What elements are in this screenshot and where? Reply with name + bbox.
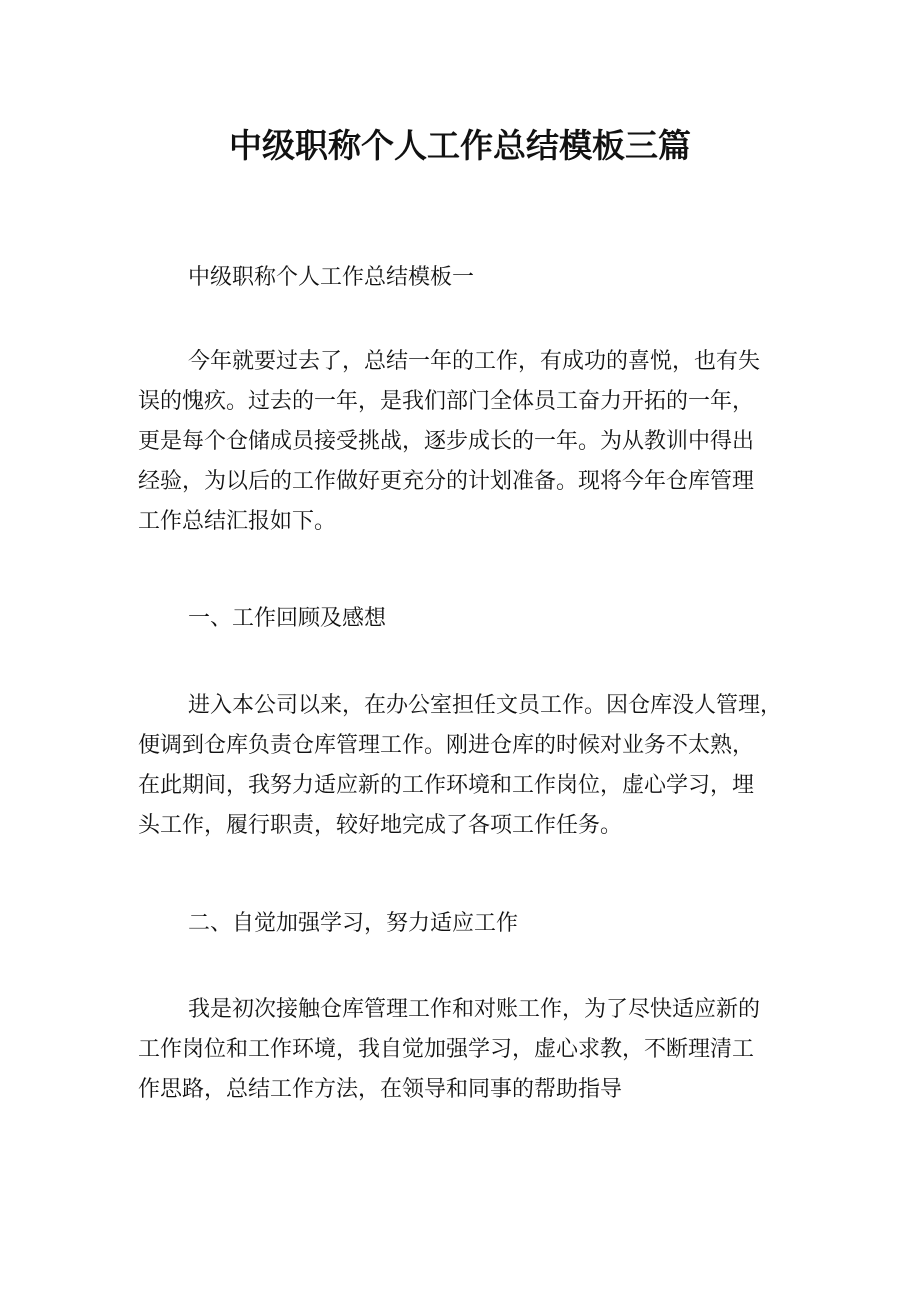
heading-work-review: 一、工作回顾及感想 [188, 606, 387, 631]
paragraph-line: 误的愧疚。过去的一年，是我们部门全体员工奋力开拓的一年， [138, 389, 755, 414]
heading-self-study: 二、自觉加强学习，努力适应工作 [188, 911, 519, 936]
paragraph-self-study [138, 990, 788, 1110]
paragraph-line: 更是每个仓储成员接受挑战，逐步成长的一年。为从教训中得出 [138, 429, 755, 454]
paragraph-line: 在此期间，我努力适应新的工作环境和工作岗位，虚心学习，埋 [138, 773, 755, 798]
paragraph-line: 进入本公司以来，在办公室担任文员工作。因仓库没人管理， [188, 693, 783, 718]
paragraph-line: 今年就要过去了，总结一年的工作，有成功的喜悦，也有失 [188, 349, 761, 374]
paragraph-intro [138, 342, 788, 542]
paragraph-line: 便调到仓库负责仓库管理工作。刚进仓库的时候对业务不太熟， [138, 733, 755, 758]
paragraph-work-review [138, 686, 788, 846]
paragraph-line: 工作总结汇报如下。 [138, 509, 337, 534]
paragraph-line: 头工作，履行职责，较好地完成了各项工作任务。 [138, 813, 623, 838]
document-title: 中级职称个人工作总结模板三篇 [229, 126, 691, 165]
paragraph-line: 作思路，总结工作方法，在领导和同事的帮助指导 [138, 1077, 623, 1102]
paragraph-line: 工作岗位和工作环境，我自觉加强学习，虚心求教，不断理清工 [138, 1037, 755, 1062]
paragraph-line: 经验，为以后的工作做好更充分的计划准备。现将今年仓库管理 [138, 469, 755, 494]
paragraph-line: 我是初次接触仓库管理工作和对账工作，为了尽快适应新的 [188, 997, 761, 1022]
section-heading: 中级职称个人工作总结模板一 [188, 265, 475, 290]
